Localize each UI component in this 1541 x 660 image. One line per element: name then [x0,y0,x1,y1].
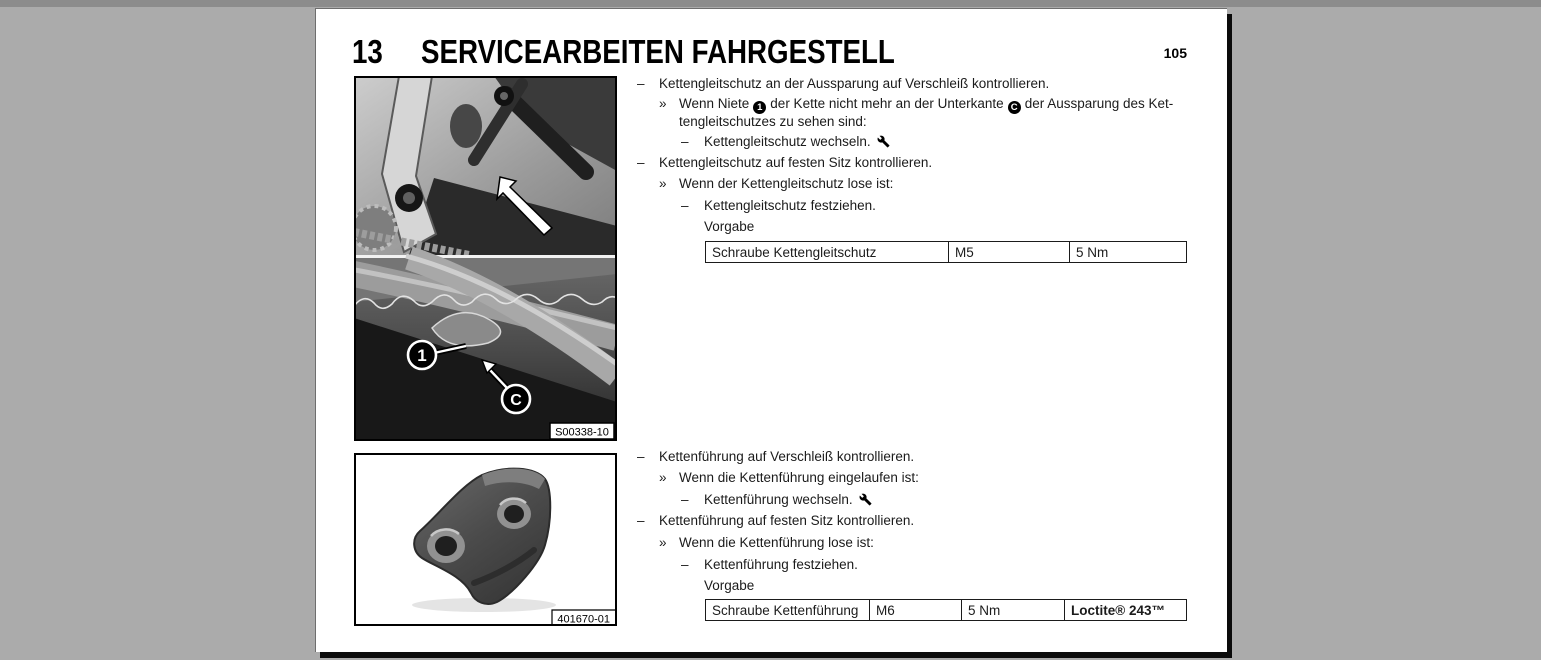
spec-name-cell: Schraube Kettenführung [706,600,870,621]
condition-text-pre: Wenn Niete [679,96,750,111]
document-page [315,8,1227,652]
callout-c-badge: C [1008,101,1021,114]
spec-size-cell: M6 [870,600,962,621]
dash-marker: – [637,449,645,464]
instruction-text: Kettenführung auf festen Sitz kontrollieren. [659,513,915,528]
action-item [681,556,858,574]
action-item [681,491,872,509]
action-text: Kettenführung wechseln. [704,492,853,507]
arrow-marker: » [659,470,667,485]
page-title: SERVICEARBEITEN FAHRGESTELL [421,33,895,70]
arrow-marker: » [659,535,667,550]
action-item [681,133,890,151]
condition-item [659,175,893,193]
instruction-text: Kettengleitschutz an der Aussparung auf Verschleiß kontrollieren. [659,76,1050,91]
vorgabe-label: Vorgabe [704,219,755,234]
table-row [706,600,1187,621]
callout-1-label: 1 [417,346,427,365]
dash-marker: – [681,492,689,507]
chapter-number: 13 [352,33,383,70]
page-number: 105 [1163,45,1187,61]
vorgabe-label: Vorgabe [704,578,755,593]
spec-name-cell: Schraube Kettengleitschutz [706,242,949,263]
instruction-item [637,154,932,172]
condition-item [659,95,1173,114]
chain-slider-photo-illustration [354,76,617,441]
condition-text: Wenn die Kettenführung eingelaufen ist: [679,470,919,485]
viewer-top-strip [0,0,1541,7]
instruction-item [637,448,914,466]
condition-item [659,469,919,487]
action-text: Kettengleitschutz wechseln. [704,134,871,149]
callout-c-label: C [510,392,522,409]
condition-text-line2: tengleitschutzes zu sehen sind: [679,114,867,129]
condition-item [659,534,874,552]
figure-chain-guide-part [354,453,617,626]
spec-size-cell: M5 [949,242,1070,263]
callout-1-badge: 1 [753,101,766,114]
action-item [681,197,876,215]
dash-marker: – [681,198,689,213]
dash-marker: – [637,155,645,170]
spec-torque-cell: 5 Nm [962,600,1065,621]
arrow-marker: » [659,96,667,111]
spec-threadlock-cell: Loctite® 243™ [1065,600,1187,621]
spec-torque-cell: 5 Nm [1070,242,1187,263]
condition-item-wrap [659,113,867,131]
dash-marker: – [637,513,645,528]
table-row [706,242,1187,263]
instruction-text: Kettengleitschutz auf festen Sitz kontrollieren. [659,155,933,170]
action-text: Kettengleitschutz festziehen. [704,198,876,213]
dash-marker: – [637,76,645,91]
arrow-marker: » [659,176,667,191]
torque-spec-table-2 [705,599,1187,621]
condition-text: Wenn der Kettengleitschutz lose ist: [679,176,894,191]
figure2-code: 401670-01 [557,613,610,626]
condition-text-post: der Aussparung des Ket- [1024,96,1174,111]
instruction-item [637,512,914,530]
figure1-code: S00338-10 [555,426,609,439]
action-text: Kettenführung festziehen. [704,557,858,572]
figure-chain-slider-photo [354,76,617,441]
wrench-icon [877,135,890,148]
condition-text-mid: der Kette nicht mehr an der Unterkante [770,96,1004,111]
chain-guide-part-illustration [354,453,617,626]
torque-spec-table-1 [705,241,1187,263]
instruction-item [637,75,1049,93]
dash-marker: – [681,557,689,572]
dash-marker: – [681,134,689,149]
condition-text: Wenn die Kettenführung lose ist: [679,535,874,550]
instruction-text: Kettenführung auf Verschleiß kontrollieren. [659,449,915,464]
wrench-icon [859,493,872,506]
